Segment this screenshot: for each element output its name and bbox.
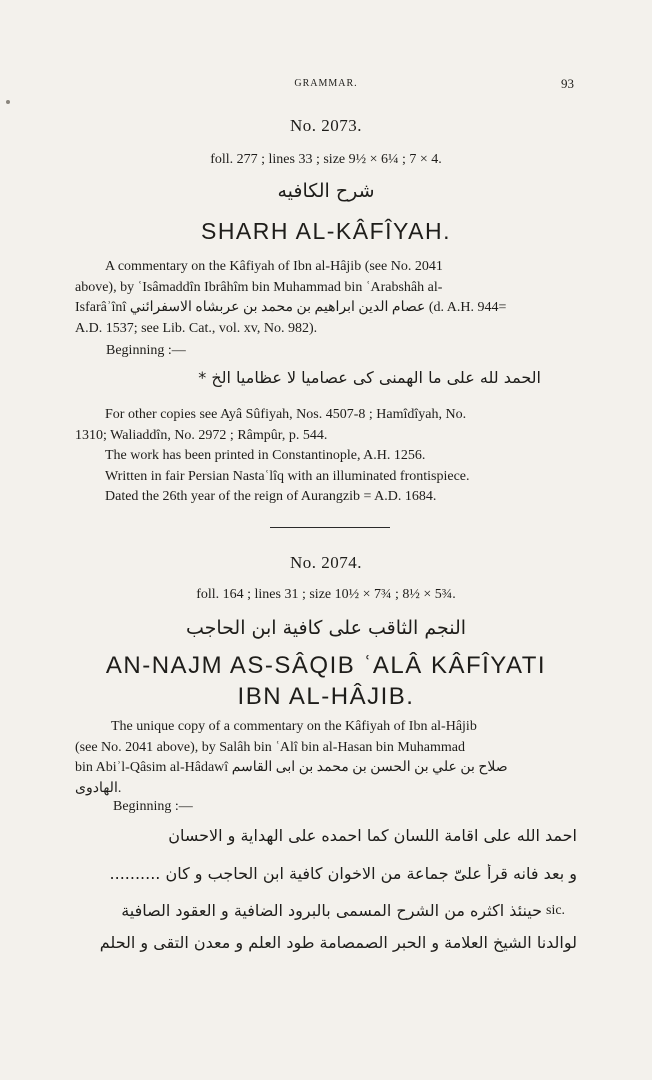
collation-line: foll. 277 ; lines 33 ; size 9½ × 6¼ ; 7 × 4. bbox=[210, 152, 442, 167]
note-line: The work has been printed in Constantinople, A.H. 1256. bbox=[105, 448, 426, 463]
note-line: Written in fair Persian Nastaʿlîq with an illuminated frontispiece. bbox=[105, 468, 470, 484]
section-divider bbox=[270, 527, 390, 528]
entry-title-line: IBN AL-HÂJIB. bbox=[237, 683, 415, 710]
note-line: For other copies see Ayâ Sûfiyah, Nos. 4507-8 ; Hamîdîyah, No. bbox=[105, 407, 467, 422]
description-line: above), by ʿIsâmaddîn Ibrâhîm bin Muhammad bin ʿArabshâh al- bbox=[75, 279, 443, 295]
description-line: Isfarâʾînî عصام الدين ابراهيم بن محمد بن عربشاه الاسفرائني (d. A.H. 944= bbox=[75, 300, 507, 315]
arabic-title: شرح الكافيه bbox=[277, 180, 375, 202]
description-line: الهادوى. bbox=[75, 780, 122, 796]
entry-title: SHARH AL-KÂFÎYAH. bbox=[200, 218, 452, 244]
entry-notes bbox=[75, 405, 577, 508]
entry-title-line: AN-NAJM AS-SÂQIB ʿALÂ KÂFÎYATI bbox=[105, 652, 547, 679]
beginning-label: Beginning :— bbox=[106, 343, 186, 358]
description-line: (see No. 2041 above), by Salâh bin ʿAlî bin al-Hasan bin Muhammad bbox=[75, 739, 465, 755]
note-line: Dated the 26th year of the reign of Aurangzib = A.D. 1684. bbox=[105, 489, 437, 504]
arabic-title: النجم الثاقب على كافية ابن الحاجب bbox=[185, 617, 467, 639]
description-line: The unique copy of a commentary on the Kâfiyah of Ibn al-Hâjib bbox=[111, 719, 477, 734]
beginning-arabic-line: لوالدنا الشيخ العلامة و الحبر الصمصامة طود العلم و معدن التقى و الحلم bbox=[99, 933, 577, 952]
beginning-arabic: الحمد لله على ما الهمنى كى عصاميا لا عظاميا الخ * bbox=[198, 368, 541, 387]
entry-description bbox=[75, 257, 577, 339]
entry-description bbox=[75, 717, 577, 799]
entry-number: No. 2073. bbox=[289, 116, 363, 135]
entry-number: No. 2074. bbox=[289, 553, 363, 572]
beginning-label: Beginning :— bbox=[113, 799, 193, 814]
running-head bbox=[0, 78, 652, 94]
note-line: 1310; Waliaddîn, No. 2972 ; Râmpûr, p. 544. bbox=[75, 427, 328, 443]
description-line: A.D. 1537; see Lib. Cat., vol. xv, No. 982). bbox=[75, 320, 318, 336]
beginning-arabic-line: حينئذ اكثره من الشرح المسمى بالبرود الضافية و العقود الصافية bbox=[121, 901, 542, 920]
collation-line: foll. 164 ; lines 31 ; size 10½ × 7¾ ; 8½ × 5¾. bbox=[196, 587, 456, 602]
description-line: bin Abiʾl-Qâsim al-Hâdawî صلاح بن علي بن الحسن بن محمد بن ابى القاسم bbox=[75, 760, 508, 775]
beginning-arabic-line: احمد الله على اقامة اللسان كما احمده على الهداية و الاحسان bbox=[168, 826, 577, 845]
ink-speck bbox=[6, 100, 10, 104]
sic-note: sic. bbox=[546, 903, 566, 918]
description-line: A commentary on the Kâfiyah of Ibn al-Hâjib (see No. 2041 bbox=[105, 259, 443, 274]
beginning-arabic-line: و بعد فانه قرأ علىّ جماعة من الاخوان كافية ابن الحاجب و كان .......... bbox=[109, 864, 577, 883]
page-number: 93 bbox=[561, 76, 574, 91]
running-title: GRAMMAR. bbox=[294, 78, 358, 89]
